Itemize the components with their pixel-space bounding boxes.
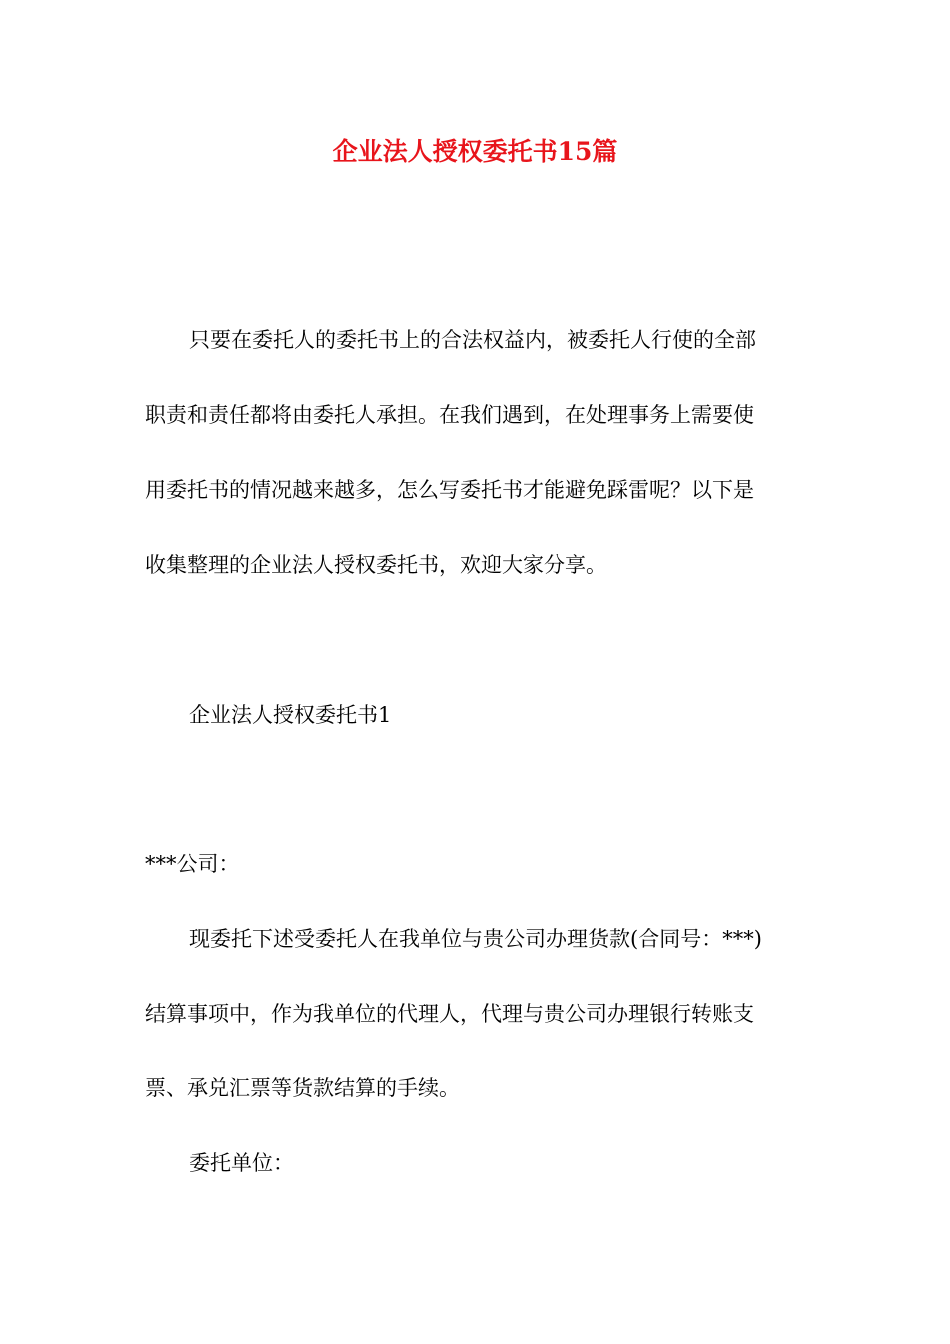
salutation: ***公司： <box>145 852 240 876</box>
body-line-2: 结算事项中，作为我单位的代理人，代理与贵公司办理银行转账支 <box>145 1002 754 1026</box>
intro-line-4: 收集整理的企业法人授权委托书，欢迎大家分享。 <box>145 553 607 577</box>
body-line-1: 现委托下述受委托人在我单位与贵公司办理货款(合同号：***) <box>189 927 762 951</box>
section-heading: 企业法人授权委托书1 <box>189 703 392 727</box>
intro-line-3: 用委托书的情况越来越多，怎么写委托书才能避免踩雷呢？以下是 <box>145 478 754 502</box>
body-line-3: 票、承兑汇票等货款结算的手续。 <box>145 1076 460 1100</box>
intro-line-1: 只要在委托人的委托书上的合法权益内，被委托人行使的全部 <box>189 328 756 352</box>
intro-line-2: 职责和责任都将由委托人承担。在我们遇到，在处理事务上需要使 <box>145 403 754 427</box>
document-title: 企业法人授权委托书15篇 <box>332 137 618 166</box>
entrusting-unit-label: 委托单位： <box>189 1151 294 1175</box>
